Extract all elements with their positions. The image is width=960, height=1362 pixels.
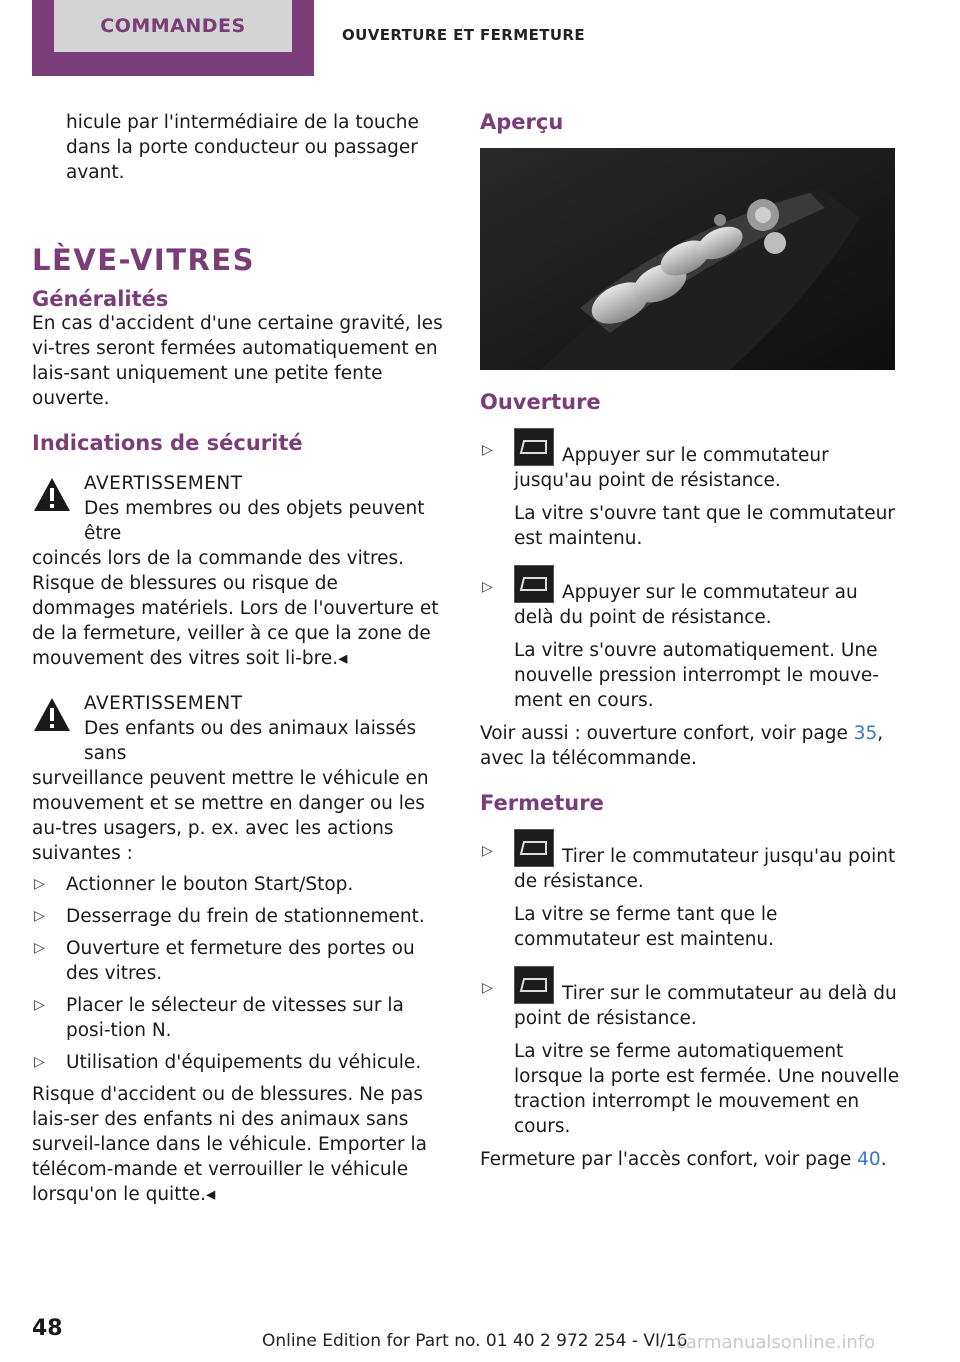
window-open-icon xyxy=(514,428,554,466)
open2-detail: La vitre s'ouvre automatiquement. Une nouvelle pression interrompt le mouve-ment en cours. xyxy=(514,640,879,711)
safety-heading: Indications de sécurité xyxy=(32,431,303,455)
list-item: ▷ Appuyer sur le commutateur au delà du point de résistance. La vitre s'ouvre automatiquement. Une nouvelle pression interrompt le mouve-ment en cours. xyxy=(480,565,900,713)
intro-text: hicule par l'intermédiaire de la touche dans la porte conducteur ou passager avant. xyxy=(66,112,419,183)
general-text: En cas d'accident d'une certaine gravité, les vi-tres seront fermées automatiquement en lais-sant uniquement une petite fente ouverte. xyxy=(32,313,443,409)
list-item: ▷ Appuyer sur le commutateur jusqu'au point de résistance. La vitre s'ouvre tant que le commutateur est maintenu. xyxy=(480,428,900,551)
chapter-tab xyxy=(32,0,314,76)
footer-edition: Online Edition for Part no. 01 40 2 972 254 - VI/16 xyxy=(262,1331,688,1351)
overview-heading: Aperçu xyxy=(480,110,564,134)
comfort-access-text: Fermeture par l'accès confort, voir page 40. xyxy=(480,1149,887,1170)
close1-detail: La vitre se ferme tant que le commutateur est maintenu. xyxy=(514,904,778,950)
list-item: ▷ Utilisation d'équipements du véhicule. xyxy=(34,1052,422,1073)
warning-block xyxy=(32,471,444,671)
warning-block xyxy=(32,691,444,866)
triangle-bullet-icon: ▷ xyxy=(482,442,493,458)
triangle-bullet-icon: ▷ xyxy=(34,1054,45,1070)
triangle-bullet-icon: ▷ xyxy=(482,579,493,595)
window-close-icon xyxy=(514,829,554,867)
warning-text: surveillance peuvent mettre le véhicule en mouvement et se mettre en danger ou les au-tres usagers, p. ex. avec les actions suivantes : xyxy=(32,768,429,864)
warning-text-first: Des enfants ou des animaux laissés sans xyxy=(84,718,417,764)
warning-triangle-icon xyxy=(32,695,72,735)
window-auto-close-icon xyxy=(514,966,554,1004)
open1-detail: La vitre s'ouvre tant que le commutateur est maintenu. xyxy=(514,503,895,549)
right-column xyxy=(480,110,900,1172)
list-item: ▷ Desserrage du frein de stationnement. xyxy=(34,906,425,927)
warning-text: coincés lors de la commande des vitres. Risque de blessures ou risque de dommages matériels. Lors de l'ouverture et de la fermeture, veiller à ce que la zone de mouvement des vitres soit li-bre.◂ xyxy=(32,548,439,669)
see-also-text: Voir aussi : ouverture confort, voir page 35, avec la télécommande. xyxy=(480,723,884,769)
window-switch-photo xyxy=(480,148,895,370)
window-lifts-title: LÈVE-VITRES xyxy=(32,243,256,277)
list-item: ▷ Actionner le bouton Start/Stop. xyxy=(34,874,354,895)
page-link[interactable]: 35 xyxy=(853,723,878,744)
warning-text-first: Des membres ou des objets peuvent être xyxy=(84,498,425,544)
actions-list xyxy=(32,872,444,1075)
triangle-bullet-icon: ▷ xyxy=(482,980,493,996)
risk-text: Risque d'accident ou de blessures. Ne pas lais-ser des enfants ni des animaux sans surveil-lance dans le véhicule. Emporter la télécom-mande et verrouiller le véhicule lorsqu'on le quitte.◂ xyxy=(32,1084,427,1205)
watermark: carmanualsonline.info xyxy=(676,1332,876,1353)
warning-triangle-icon xyxy=(32,475,72,515)
general-heading: Généralités xyxy=(32,287,169,311)
triangle-bullet-icon: ▷ xyxy=(34,997,45,1013)
left-column xyxy=(32,110,444,1207)
opening-heading: Ouverture xyxy=(480,390,601,414)
warning-title: AVERTISSEMENT xyxy=(84,693,243,714)
warning-title: AVERTISSEMENT xyxy=(84,473,243,494)
triangle-bullet-icon: ▷ xyxy=(482,843,493,859)
triangle-bullet-icon: ▷ xyxy=(34,876,45,892)
list-item: ▷ Ouverture et fermeture des portes ou des vitres. xyxy=(34,938,415,984)
window-auto-open-icon xyxy=(514,565,554,603)
page-link[interactable]: 40 xyxy=(857,1149,881,1170)
list-item: ▷ Placer le sélecteur de vitesses sur la posi-tion N. xyxy=(34,995,404,1041)
chapter-title: COMMANDES xyxy=(54,0,292,52)
page-number: 48 xyxy=(32,1316,63,1341)
section-title: OUVERTURE ET FERMETURE xyxy=(342,26,586,44)
close2-detail: La vitre se ferme automatiquement lorsque la porte est fermée. Une nouvelle traction interrompt le mouvement en cours. xyxy=(514,1041,900,1137)
triangle-bullet-icon: ▷ xyxy=(34,940,45,956)
triangle-bullet-icon: ▷ xyxy=(34,908,45,924)
list-item: ▷ Tirer le commutateur jusqu'au point de résistance. La vitre se ferme tant que le commutateur est maintenu. xyxy=(480,829,900,952)
closing-heading: Fermeture xyxy=(480,791,604,815)
list-item: ▷ Tirer sur le commutateur au delà du point de résistance. La vitre se ferme automatiquement lorsque la porte est fermée. Une nouvelle traction interrompt le mouvement en cours. xyxy=(480,966,900,1139)
